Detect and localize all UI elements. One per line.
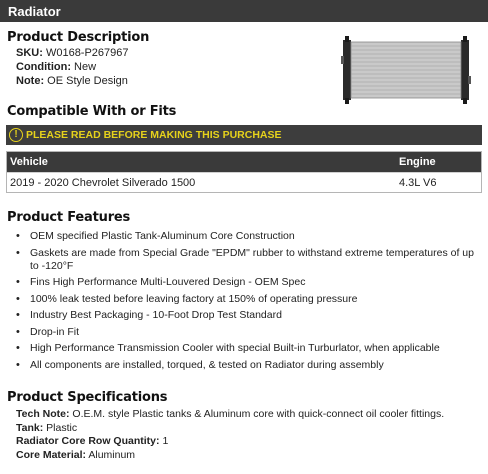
list-item: • OEM specified Plastic Tank-Aluminum Core Construction (14, 230, 484, 243)
table-row (7, 172, 481, 192)
tech-note-value: O.E.M. style Plastic tanks & Aluminum core with quick-connect oil cooler fittings. (72, 408, 445, 420)
engine-column-header: Engine (399, 156, 436, 168)
engine-cell: 4.3L V6 (399, 177, 437, 189)
tank-line: Tank: Plastic (16, 421, 78, 434)
purchase-warning-banner (6, 125, 482, 145)
core-row-quantity-line: Radiator Core Row Quantity: 1 (16, 435, 169, 447)
product-description-heading: Product Description (7, 30, 150, 45)
right-tank (461, 40, 469, 100)
list-item: • 100% leak tested before leaving factory at 150% of operating pressure (14, 293, 484, 306)
table-header-row (7, 152, 481, 172)
core-material-line: Core Material: Aluminum (16, 448, 136, 461)
specifications-heading: Product Specifications (7, 390, 168, 405)
core-material-value: Aluminum (88, 448, 136, 461)
warning-text: PLEASE READ BEFORE MAKING THIS PURCHASE (26, 129, 282, 141)
radiator-product-image[interactable] (341, 36, 471, 104)
list-item: • High Performance Transmission Cooler with special Built-in Turburlator, when applicable (14, 342, 484, 355)
page-title: Radiator (8, 4, 61, 19)
note-value: OE Style Design (47, 75, 128, 87)
features-heading: Product Features (7, 210, 131, 225)
warning-icon: ! (9, 128, 23, 142)
list-item: • All components are installed, torqued, & tested on Radiator during assembly (14, 359, 484, 372)
condition-line: Condition: New (16, 61, 97, 73)
condition-value: New (74, 61, 97, 73)
product-description-details (16, 46, 129, 88)
note-line: Note: OE Style Design (16, 75, 128, 87)
list-item: • Gaskets are made from Special Grade "EPDM" rubber to withstand extreme temperatures of up to -120°F (14, 247, 484, 273)
vehicle-column-header: Vehicle (10, 156, 48, 168)
tech-note-line: Tech Note: O.E.M. style Plastic tanks & Aluminum core with quick-connect oil cooler fittings. (16, 408, 445, 420)
list-item: • Industry Best Packaging - 10-Foot Drop Test Standard (14, 309, 484, 322)
title-bar (0, 0, 488, 22)
compatibility-heading: Compatible With or Fits (7, 104, 177, 119)
core-row-quantity-value: 1 (162, 435, 169, 447)
vehicle-compatibility-table (6, 151, 482, 193)
specifications-details (16, 408, 444, 462)
left-tank (343, 40, 351, 100)
list-item: • Fins High Performance Multi-Louvered Design - OEM Spec (14, 276, 484, 289)
tank-value: Plastic (46, 421, 78, 434)
vehicle-cell: 2019 - 2020 Chevrolet Silverado 1500 (10, 177, 196, 189)
sku-line: SKU: W0168-P267967 (16, 47, 129, 59)
list-item: • Drop-in Fit (14, 326, 484, 339)
sku-value: W0168-P267967 (45, 47, 129, 59)
features-list (14, 230, 484, 375)
